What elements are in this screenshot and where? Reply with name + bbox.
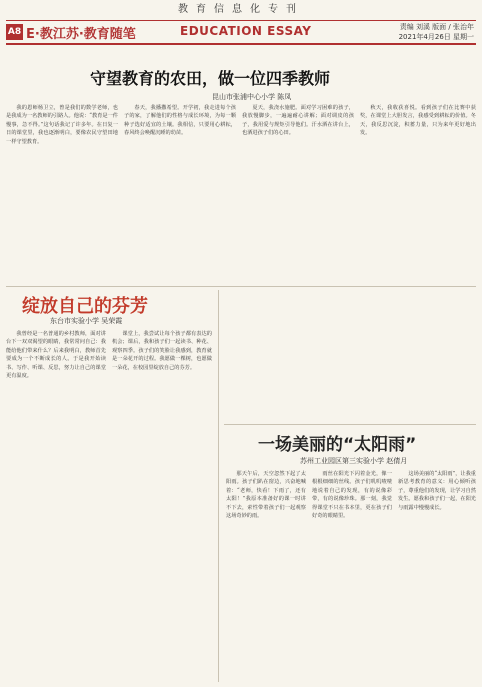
article2-byline: 东台市实验小学 吴荣霞	[50, 317, 123, 325]
article1-paragraph: 夏天，我浇水施肥。面对学习困难的孩子，我放慢脚步，一遍遍耐心讲解；面对调皮的孩子，我用爱与规矩引导他们。汗水洒在讲台上，也洒进孩子们的心田。	[242, 105, 354, 137]
editor-info	[399, 22, 474, 42]
article3-paragraph: 那天午后，天空忽然下起了太阳雨。孩子们趴在窗边，兴奋地喊着：“老师，快看！下雨了，还有太阳！”我原本准备好的课一时讲不下去，索性带着孩子们一起观察这场奇妙的雨。	[226, 471, 306, 520]
article3-column-2	[312, 470, 392, 680]
article1-paragraph: 我的恩师杨卫立，曾是我们的数学老师，也是我成为一名教师的引路人。他说：“教育是一件慢事，急不得。”这句话我记了许多年。在日复一日的课堂里，我也逐渐明白，要像农民守望田地一样守望教育。	[6, 105, 118, 145]
section-title-en: EDUCATION ESSAY	[180, 24, 312, 38]
section-divider	[6, 286, 476, 287]
article2-column-2	[112, 330, 212, 680]
article1-column-4	[360, 104, 476, 284]
article3-byline: 苏州工业园区第三实验小学 赵倩月	[300, 457, 408, 465]
article1-byline: 昆山市张浦中心小学 陈凤	[212, 93, 292, 101]
issue-banner: 教育信息化专刊	[178, 4, 304, 15]
article2-paragraph: 课堂上，我尝试让每个孩子都有表达的机会；课后，我和孩子们一起读书、种花、观察四季。孩子们的笑脸让我感到，教育就是一朵花开的过程。我愿做一棵树，也愿做一朵花，在校园里绽放自己的芬芳。	[112, 331, 212, 371]
article2-column-1	[6, 330, 106, 680]
editor-line: 责编 刘溪 版面 / 张治年	[399, 23, 474, 31]
article1-column-1	[6, 104, 118, 284]
article2-title: 绽放自己的芬芳	[22, 296, 148, 317]
article3-title: 一场美丽的“太阳雨”	[258, 435, 417, 455]
article3-column-3	[398, 470, 476, 680]
article1-paragraph: 秋天，我收获喜悦。看到孩子们在比赛中获奖，在课堂上大胆发言，我感受到耕耘的价值。冬天，我反思沉淀，积蓄力量，只为来年更好地出发。	[360, 105, 476, 137]
header-rule-top	[6, 20, 476, 21]
column-divider	[218, 290, 219, 682]
article1-column-2	[124, 104, 236, 284]
article1-paragraph: 春天，我播撒希望。开学初，我走进每个孩子的家，了解他们的性格与成长环境，为每一颗种子选好适宜的土壤。我相信，只要用心耕耘，春风终会唤醒沉睡的幼苗。	[124, 105, 236, 137]
article3-top-rule	[224, 424, 476, 425]
article1-title: 守望教育的农田，做一位四季教师	[90, 69, 331, 88]
article3-paragraph: 雨丝在阳光下闪着金光，像一根根细细的丝线。孩子们叽叽喳喳地说着自己的发现，有的说像彩带，有的说像珍珠。那一刻，我觉得课堂不只在书本里，更在孩子们好奇的眼睛里。	[312, 471, 392, 520]
section-title: E·教江苏·教育随笔	[26, 27, 136, 42]
article3-column-1	[226, 470, 306, 680]
article2-paragraph: 我曾经是一名普通的乡村教师，面对讲台下一双双渴望的眼睛，我常常问自己：我能给他们带来什么？后来我明白，教师首先要成为一个不断成长的人。于是我开始读书、写作、听课、反思，努力让自己的课堂更有温度。	[6, 331, 106, 380]
article1-column-3	[242, 104, 354, 284]
header-rule-bottom	[6, 43, 476, 45]
page-number-badge: A8	[6, 24, 23, 40]
article3-paragraph: 这场美丽的“太阳雨”，让我重新思考教育的意义：用心倾听孩子，尊重他们的发现，让学习自然发生。愿我和孩子们一起，在阳光与雨露中慢慢成长。	[398, 471, 476, 511]
issue-date: 2021年4月26日 星期一	[398, 33, 474, 41]
